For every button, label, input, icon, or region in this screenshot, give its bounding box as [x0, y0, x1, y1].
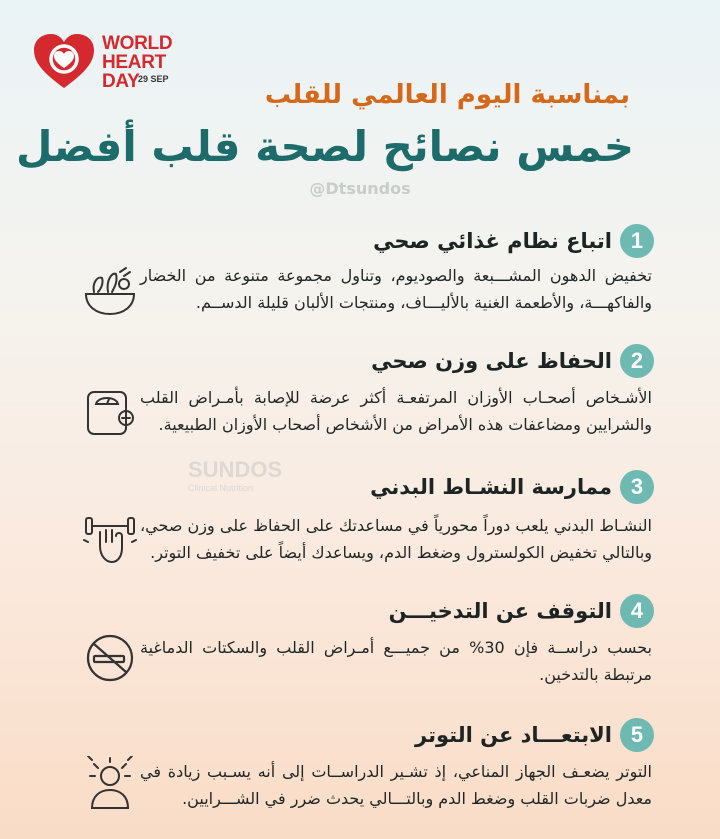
tip-body: التوتر يضعـف الجهاز المناعي، إذ تشـير الدراســات إلى أنه يسـبب زيادة في معدل ضربات القلب وضغط الدم وبالتـــالي يحدث ضرر في الشـــرايين. [140, 762, 652, 808]
tip-number: 3 [620, 470, 654, 504]
tip-number: 1 [620, 224, 654, 258]
tip-header [370, 470, 654, 504]
tip-body: النشـاط البدني يلعب دوراً محورياً في مساعدتك على الحفاظ على وزن صحي، وبالتالي تخفيض الكولسترول وضغط الدم، ويساعدك أيضاً على تخفيف التوتر. [140, 516, 652, 562]
poster [10, 4, 710, 835]
logo-line-3: DAY [102, 71, 140, 92]
occasion-heading: بمناسبة اليوم العالمي للقلب [264, 80, 630, 110]
tip-body: تخفيض الدهون المشـــبعة والصوديوم، وتناول مجموعة متنوعة من الخضار والفاكهـــة، والأطعمة الغنية بالأليـــاف، ومنتجات الألبان قليلة الدســم. [140, 266, 652, 312]
stressed-person-icon [80, 756, 140, 812]
tip-header [389, 594, 654, 628]
tip-title: اتباع نظام غذائي صحي [373, 229, 612, 253]
tip-number: 2 [620, 344, 654, 378]
tip-body: الأشـخاص أصحـاب الأوزان المرتفعـة أكثر عرضة للإصابة بأمـراض القلب والشرايين ومضاعفات هذه الأمراض من الأشخاص أصحاب الأوزان الطبيعية. [140, 388, 652, 434]
author-handle: @Dtsundos [309, 179, 411, 198]
tip-number: 4 [620, 594, 654, 628]
tip-title: التوقف عن التدخيـــن [388, 599, 612, 623]
heart-logo-icon [32, 32, 96, 92]
tip-title: ممارسة النشـاط البدني [370, 475, 612, 499]
tip-body: بحسب دراســة فإن 30% من جميـــع أمـراض القلب والسكتات الدماغية مرتبطة بالتدخين. [140, 638, 652, 684]
watermark [188, 457, 282, 493]
weight-scale-icon [80, 384, 140, 440]
world-heart-day-logo [32, 32, 192, 102]
tip-header [415, 718, 654, 752]
page-title: خمس نصائح لصحة قلب أفضل [15, 122, 634, 171]
logo-line-1: WORLD [102, 33, 173, 54]
no-smoking-icon [80, 630, 140, 686]
watermark-brand: SUNDOS [188, 457, 283, 482]
logo-date: 29 SEP [138, 74, 169, 84]
watermark-sub: Clinical Nutrition [188, 483, 254, 493]
tip-title: الحفاظ على وزن صحي [371, 349, 612, 373]
tip-number: 5 [620, 718, 654, 752]
tip-header [373, 224, 654, 258]
tip-header [371, 344, 654, 378]
logo-line-2: HEART [102, 52, 166, 73]
tip-title: الابتعـــاد عن التوتر [415, 723, 612, 747]
dumbbell-hand-icon [80, 510, 140, 566]
salad-bowl-icon [80, 262, 140, 318]
